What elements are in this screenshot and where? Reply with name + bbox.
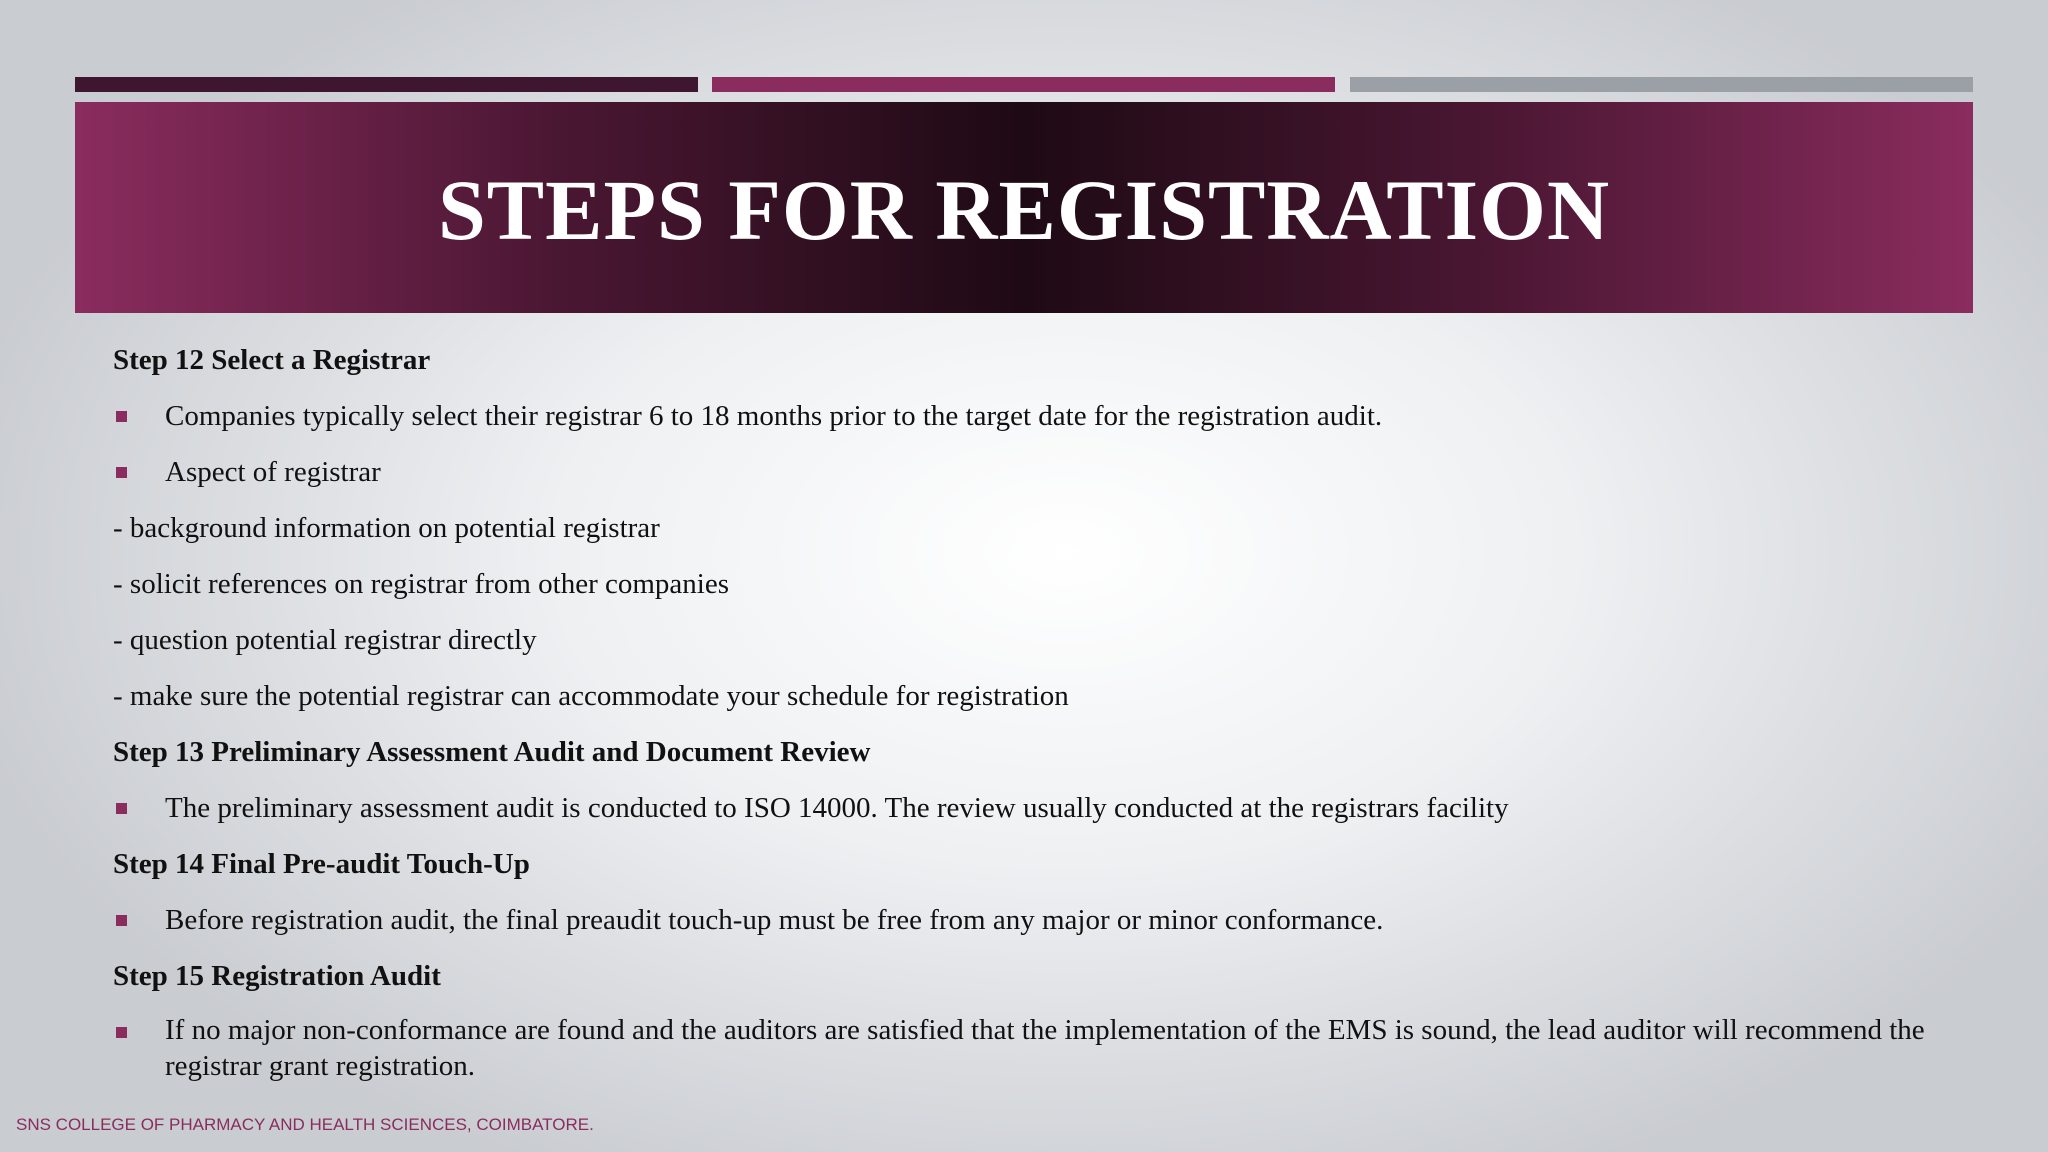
dash-item: - make sure the potential registrar can accommodate your schedule for registration (113, 680, 1069, 712)
bullet-text: Aspect of registrar (165, 456, 381, 488)
accent-bar-dark (75, 77, 698, 92)
slide-content (113, 340, 1943, 1100)
accent-bar-gray (1350, 77, 1973, 92)
square-bullet-icon (116, 411, 127, 422)
bullet-item (113, 900, 1943, 940)
bullet-item (113, 452, 1943, 492)
step13-heading: Step 13 Preliminary Assessment Audit and Document Review (113, 736, 871, 768)
title-band (75, 102, 1973, 313)
square-bullet-icon (116, 467, 127, 478)
slide-title: STEPS FOR REGISTRATION (437, 161, 1611, 258)
footer-text: SNS COLLEGE OF PHARMACY AND HEALTH SCIENCES, COIMBATORE. (16, 1115, 594, 1134)
step14-heading: Step 14 Final Pre-audit Touch-Up (113, 848, 530, 880)
square-bullet-icon (116, 915, 127, 926)
accent-bar-magenta (712, 77, 1335, 92)
dash-item: - background information on potential registrar (113, 512, 660, 544)
bullet-item (113, 1012, 1943, 1084)
bullet-item (113, 396, 1943, 436)
bullet-text: If no major non-conformance are found and the auditors are satisfied that the implementation of the EMS is sound, the lead auditor will recommend the registrar grant registration. (165, 1014, 1925, 1082)
bullet-text: Before registration audit, the final preaudit touch-up must be free from any major or minor conformance. (165, 904, 1384, 936)
square-bullet-icon (116, 803, 127, 814)
dash-item: - question potential registrar directly (113, 624, 537, 656)
bullet-text: Companies typically select their registrar 6 to 18 months prior to the target date for the registration audit. (165, 400, 1383, 432)
dash-item: - solicit references on registrar from other companies (113, 568, 729, 600)
step12-heading: Step 12 Select a Registrar (113, 344, 431, 376)
step15-heading: Step 15 Registration Audit (113, 960, 441, 992)
bullet-item (113, 788, 1943, 828)
square-bullet-icon (116, 1027, 127, 1038)
bullet-text: The preliminary assessment audit is conducted to ISO 14000. The review usually conducted at the registrars facility (165, 792, 1509, 824)
